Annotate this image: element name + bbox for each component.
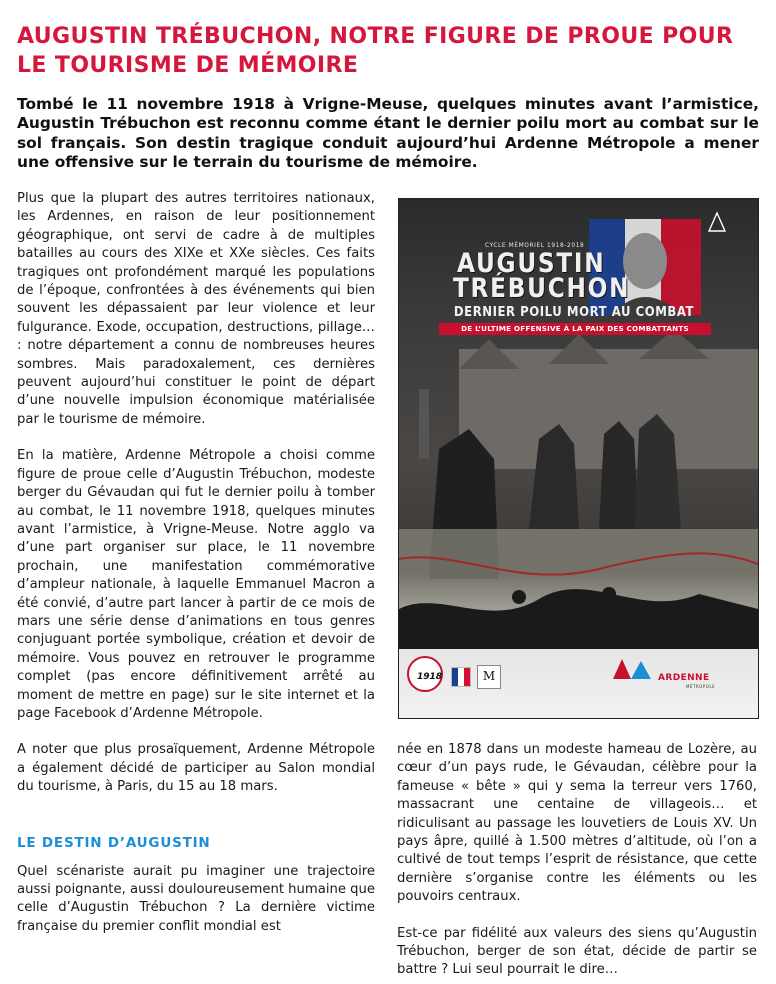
ardenne-logo-text: ARDENNE <box>658 673 710 683</box>
body-paragraph: A noter que plus prosaïquement, Ardenne Métropole a également décidé de participer au Salon mondial du tourisme, à Paris, du 15 au 18 mars. <box>17 742 375 795</box>
republique-francaise-logo <box>451 667 471 687</box>
body-paragraph: En la matière, Ardenne Métropole a choisi comme figure de proue celle d’Augustin Trébuchon, modeste berger du Gévaudan qui fut le dernier poilu à tomber au combat, le 11 novembre 1918, quelques minutes avant l’armistice, à Vrigne-Meuse. Notre agglo va d’une part organiser sur place, le 11 novembre prochain, une manifestation commémorative d’ampleur nationale, à laquelle Emmanuel Macron a été convié, d’autre part lancer à partir de ce mois de mars une série dense d’animations en tous genres conjuguant portée symbolique, création et devoir de mémoire. Vous pouvez en retrouver le programme complet (pas encore définitivement arrêté au moment de mettre en page) sur le site internet et la page Facebook d’Ardenne Métropole. <box>17 448 375 721</box>
article-lead: Tombé le 11 novembre 1918 à Vrigne-Meuse, quelques minutes avant l’armistice, Augustin Trébuchon est reconnu comme étant le dernier poilu mort au combat sur le sol français. Son destin tragique conduit aujourd’hui Ardenne Métropole a mener une offensive sur le terrain du tourisme de mémoire. <box>17 95 759 172</box>
memorial-logo: M <box>477 665 501 689</box>
ardenne-small-logo <box>718 207 744 237</box>
body-paragraph: Plus que la plupart des autres territoires nationaux, les Ardennes, en raison de leur positionnement géographique, ont servi de cadre à de multiples batailles au cours des XIXe et XXe siècles. Ces faits tragiques ont profondément marqué les populations de l’époque, confrontées à des événements qui bien souvent les dépassaient par leur violence et leur fulgurance. Exode, occupation, destructions, pillage… : notre département a connu de nombreuses heures sombres. Mais paradoxalement, ces dernières peuvent aujourd’hui constituer le point de départ d’une nouvelle impulsion économique matérialisée par le tourisme de mémoire. <box>17 191 375 427</box>
metropole-logo-text: MÉTROPOLE <box>686 684 716 689</box>
body-paragraph: Est-ce par fidélité aux valeurs des siens qu’Augustin Trébuchon, berger de son état, décide de partir se battre ? Lui seul pourrait le dire… <box>397 925 757 978</box>
poster-name-line1: AUGUSTIN <box>457 248 606 279</box>
article-title: AUGUSTIN TRÉBUCHON, NOTRE FIGURE DE PROUE POUR LE TOURISME DE MÉMOIRE <box>17 24 734 78</box>
left-column <box>17 190 375 936</box>
body-paragraph: Quel scénariste aurait pu imaginer une trajectoire aussi poignante, aussi douloureusement humaine que celle d’Augustin Trébuchon ? La dernière victime française du premier conflit mondial est <box>17 863 375 934</box>
event-poster <box>398 198 759 719</box>
poster-tagline: DE L’ULTIME OFFENSIVE À LA PAIX DES COMBATTANTS <box>439 323 711 335</box>
poster-cycle: CYCLE MÉMORIEL 1918-2018 <box>485 241 585 249</box>
poster-name-line2: TRÉBUCHON <box>453 273 631 304</box>
badge-year: 1918 <box>417 672 443 682</box>
poster-subtitle: DERNIER POILU MORT AU COMBAT <box>453 305 695 320</box>
section-heading: LE DESTIN D’AUGUSTIN <box>17 834 211 851</box>
right-column <box>397 741 757 980</box>
body-paragraph: née en 1878 dans un modeste hameau de Lozère, au cœur d’un pays rude, le Gévaudan, célèbre pour la fameuse « bête » qui y sema la terreur vers 1760, massacrant une centaine de villageois… et ridiculisant au passage les louvetiers de Louis XV. Un pays âpre, quillé à 1.500 mètres d’altitude, où l’on a cultivé de tout temps l’esprit de résistance, que cette dernière s’organise contre les éléments ou les pouvoirs centraux. <box>397 742 757 905</box>
